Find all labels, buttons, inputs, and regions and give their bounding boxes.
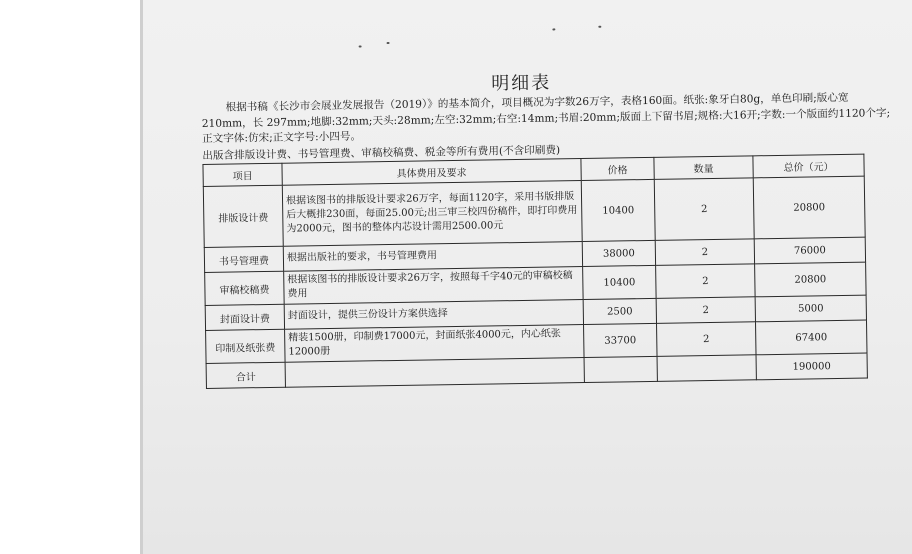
cell-desc: 根据该图书的排版设计要求26万字，每面1120字，采用书版排版后大概排230面，每面25.00元;出三审三校四份稿件，即打印费用为2000元，图书的整体内芯设计需用2500.00元: [282, 181, 582, 247]
cell-price: 2500: [583, 298, 656, 324]
header-price: 价格: [581, 157, 654, 180]
table-row: [203, 176, 865, 247]
cell-qty: 2: [656, 264, 756, 299]
cell-total: 20800: [755, 262, 867, 297]
cell-price: 10400: [583, 265, 657, 299]
cell-qty: 2: [656, 297, 755, 324]
scan-background: [0, 0, 140, 554]
speck: [359, 45, 362, 47]
cell-qty: 2: [654, 178, 754, 241]
cost-table: [202, 154, 867, 389]
scanned-page: [140, 0, 912, 554]
document-title: 明细表: [491, 72, 552, 95]
cell-price: 10400: [581, 179, 655, 241]
cell-item: 书号管理费: [204, 246, 283, 272]
cell-desc: 根据出版社的要求，书号管理费用: [283, 242, 582, 272]
header-desc: 具体费用及要求: [282, 159, 581, 186]
page-edge: [140, 0, 143, 554]
cell-qty: [657, 355, 756, 382]
cell-desc: 精装1500册，印制费17000元，封面纸张4000元，内心纸张12000册: [285, 325, 584, 363]
cell-item: 合计: [206, 362, 285, 388]
cell-item: 印制及纸张费: [206, 329, 286, 363]
cell-price: [584, 356, 657, 382]
cell-qty: 2: [655, 239, 754, 266]
speck: [598, 26, 601, 28]
cell-desc: [285, 358, 584, 388]
cell-item: 排版设计费: [203, 185, 283, 247]
cell-desc: 根据该图书的排版设计要求26万字，按照每千字40元的审稿校稿费用: [284, 267, 583, 305]
table-caption: 出版含排版设计费、书号管理费、审稿校稿费、税金等所有费用(不含印刷费): [202, 144, 561, 162]
speck: [387, 42, 390, 44]
cell-total: 190000: [756, 353, 867, 380]
cell-total: 67400: [755, 320, 867, 355]
cell-item: 审稿校稿费: [205, 271, 285, 305]
cell-desc: 封面设计，提供三份设计方案供选择: [284, 300, 583, 330]
intro-text: 根据书稿《长沙市会展业发展报告（2019）》的基本简介，项目概况为字数26万字，表格160面。纸张:象牙白80g，单色印刷;版心宽210mm，长 297mm;地脚:32mm;天头:28mm;左空:32mm;右空:14mm;书眉:20mm;版面上下留书眉;规格:大16开;字数:一个版面约1120个字;正文字体:仿宋;正文字号:小四号。: [201, 91, 891, 145]
cell-total: 76000: [754, 237, 865, 264]
cell-qty: 2: [657, 322, 757, 357]
cell-item: 封面设计费: [205, 304, 284, 330]
header-item: 项目: [203, 163, 282, 186]
page-content: [200, 0, 907, 428]
header-qty: 数量: [654, 156, 753, 180]
cell-total: 20800: [753, 176, 865, 239]
speck: [552, 28, 555, 30]
header-total: 总价（元）: [753, 154, 864, 178]
cell-price: 38000: [582, 240, 655, 266]
cell-price: 33700: [584, 323, 658, 357]
intro-paragraph: [201, 90, 892, 147]
cell-total: 5000: [755, 295, 866, 322]
